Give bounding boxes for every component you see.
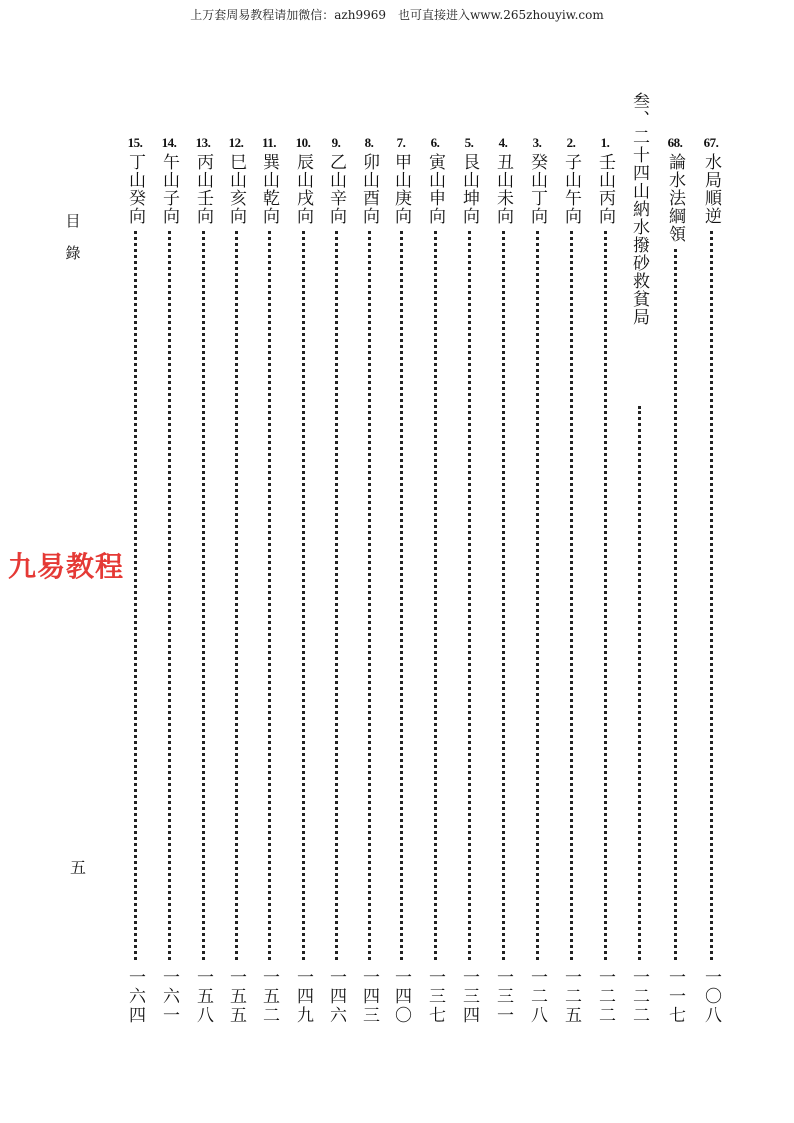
- page-number: 五: [70, 858, 87, 877]
- toc-entry: [488, 135, 518, 1025]
- entry-page: 一一七: [665, 968, 685, 1025]
- entry-page: 一四六: [326, 968, 346, 1025]
- entry-title: 壬山丙向: [595, 153, 615, 225]
- leader-dots: [268, 231, 271, 960]
- entry-page: 一二二: [629, 968, 649, 1025]
- entry-number: 10.: [295, 135, 311, 150]
- entry-page: 一〇八: [701, 968, 721, 1025]
- entry-page: 一二五: [561, 968, 581, 1025]
- entry-number: 13.: [195, 135, 211, 150]
- entry-page: 一三七: [425, 968, 445, 1025]
- entry-page: 一三一: [493, 968, 513, 1025]
- toc-entry: [254, 135, 284, 1025]
- top-banner: 上万套周易教程请加微信：azh9969 也可直接进入www.265zhouyiw.com: [190, 8, 604, 22]
- entry-title: 甲山庚向: [391, 153, 411, 225]
- toc-entry: [556, 135, 586, 1025]
- leader-dots: [134, 231, 137, 960]
- leader-dots: [434, 231, 437, 960]
- entry-page: 一五五: [226, 968, 246, 1025]
- side-title: [64, 205, 82, 269]
- entry-number: 12.: [228, 135, 244, 150]
- leader-dots: [368, 231, 371, 960]
- toc-entry: [288, 135, 318, 1025]
- entry-number: 1.: [600, 135, 610, 150]
- entry-page: 一六一: [159, 968, 179, 1025]
- entry-number: 2.: [566, 135, 576, 150]
- watermark-logo: 九易教程: [8, 550, 125, 583]
- entry-page: 一四九: [293, 968, 313, 1025]
- leader-dots: [400, 231, 403, 960]
- entry-page: 一二二: [595, 968, 615, 1025]
- side-title-char: 目: [65, 212, 81, 230]
- section-heading: [624, 92, 654, 326]
- toc-entry: [696, 135, 726, 1025]
- leader-dots: [302, 231, 305, 960]
- toc-entry: [386, 135, 416, 1025]
- entry-title: 艮山坤向: [459, 153, 479, 225]
- entry-number: 9.: [331, 135, 341, 150]
- entry-title: 巽山乾向: [259, 153, 279, 225]
- leader-dots: [335, 231, 338, 960]
- toc-entry: [354, 135, 384, 1025]
- entry-page: 一二八: [527, 968, 547, 1025]
- toc-entry: [454, 135, 484, 1025]
- entry-page: 一四〇: [391, 968, 411, 1025]
- entry-number: 67.: [703, 135, 719, 150]
- entry-title: 巳山亥向: [226, 153, 246, 225]
- leader-dots: [604, 231, 607, 960]
- entry-number: 7.: [396, 135, 406, 150]
- entry-number: 14.: [161, 135, 177, 150]
- entry-page: 一五二: [259, 968, 279, 1025]
- leader-dots: [168, 231, 171, 960]
- entry-title: 丑山未向: [493, 153, 513, 225]
- toc-entry: [420, 135, 450, 1025]
- entry-number: 4.: [498, 135, 508, 150]
- toc-entry: [321, 135, 351, 1025]
- entry-number: 11.: [261, 135, 277, 150]
- entry-title: 卯山酉向: [359, 153, 379, 225]
- entry-page: 一三四: [459, 968, 479, 1025]
- entry-number: 8.: [364, 135, 374, 150]
- toc-entry: [660, 135, 690, 1025]
- entry-title: 丙山壬向: [193, 153, 213, 225]
- entry-title: 辰山戌向: [293, 153, 313, 225]
- entry-title: 子山午向: [561, 153, 581, 225]
- leader-dots: [638, 406, 641, 960]
- toc-entry: [522, 135, 552, 1025]
- entry-title: 丁山癸向: [125, 153, 145, 225]
- leader-dots: [235, 231, 238, 960]
- leader-dots: [710, 231, 713, 960]
- entry-number: 6.: [430, 135, 440, 150]
- leader-dots: [570, 231, 573, 960]
- toc-entry: [590, 135, 620, 1025]
- leader-dots: [468, 231, 471, 960]
- toc-entry: [120, 135, 150, 1025]
- entry-number: 15.: [127, 135, 143, 150]
- toc-entry: [221, 135, 251, 1025]
- entry-number: 68.: [667, 135, 683, 150]
- entry-title: 水局順逆: [701, 153, 721, 225]
- leader-dots: [502, 231, 505, 960]
- leader-dots: [536, 231, 539, 960]
- toc-entry: [624, 400, 654, 1025]
- entry-title: 午山子向: [159, 153, 179, 225]
- entry-page: 一四三: [359, 968, 379, 1025]
- entry-title: 論水法綱領: [665, 153, 685, 243]
- entry-title: 乙山辛向: [326, 153, 346, 225]
- toc-entry: [154, 135, 184, 1025]
- entry-title: 癸山丁向: [527, 153, 547, 225]
- entry-title: 寅山申向: [425, 153, 445, 225]
- leader-dots: [202, 231, 205, 960]
- toc-entry: [188, 135, 218, 1025]
- entry-number: 3.: [532, 135, 542, 150]
- entry-number: 5.: [464, 135, 474, 150]
- section-heading-text: 叁、二十四山納水撥砂救貧局: [629, 92, 649, 326]
- entry-page: 一五八: [193, 968, 213, 1025]
- entry-page: 一六四: [125, 968, 145, 1025]
- leader-dots: [674, 249, 677, 960]
- side-title-char: 錄: [65, 244, 81, 262]
